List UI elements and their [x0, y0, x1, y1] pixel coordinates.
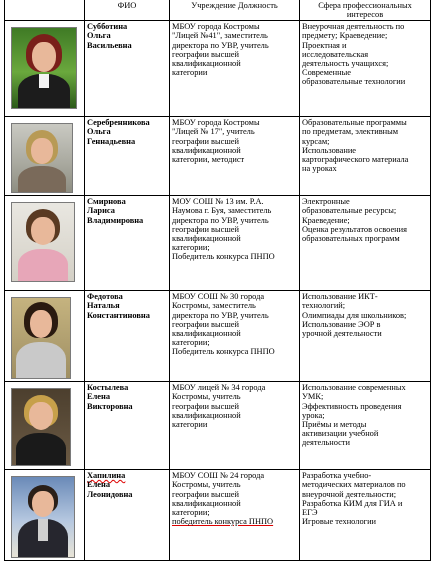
name-cell: Федотова Наталья Константиновна	[85, 291, 170, 382]
portrait-photo	[11, 27, 77, 109]
portrait-photo	[11, 297, 71, 379]
institution-cell: МБОУ СОШ № 30 города Костромы, заместитель директора по УВР, учитель географии высшей квалификационной категории; Победитель конкурса ПНПО	[170, 291, 300, 382]
header-interests: Сфера профессиональных интересов	[300, 0, 431, 21]
interests-cell: Разработка учебно- методических материалов по внеурочной деятельности; Разработка КИМ для ГИА и ЕГЭ Игровые технологии	[300, 470, 431, 561]
header-photo	[5, 0, 85, 21]
header-name: ФИО	[85, 0, 170, 21]
portrait-photo	[11, 476, 75, 558]
photo-cell	[5, 291, 85, 382]
name-cell: Серебренникова Ольга Геннадьевна	[85, 117, 170, 196]
photo-cell	[5, 196, 85, 291]
table-row	[5, 470, 431, 561]
interests-cell: Использование современных УМК; Эффективность проведения урока; Приёмы и методы активизации учебной деятельности	[300, 382, 431, 470]
table-row	[5, 291, 431, 382]
table-row	[5, 196, 431, 291]
portrait-photo	[11, 388, 71, 466]
staff-table	[4, 0, 431, 561]
interests-cell: Образовательные программы по предметам, элективным курсам; Использование картографического материала на уроках	[300, 117, 431, 196]
institution-cell: МБОУ лицей № 34 города Костромы, учитель географии высшей квалификационной категории	[170, 382, 300, 470]
photo-cell	[5, 470, 85, 561]
table-row	[5, 21, 431, 117]
table-row	[5, 117, 431, 196]
interests-cell: Использование ИКТ- технологий; Олимпиады для школьников; Использование ЭОР в урочной деятельности	[300, 291, 431, 382]
portrait-photo	[11, 123, 73, 193]
institution-cell: МБОУ города Костромы "Лицей № 17", учитель географии высшей квалификационной категории, методист	[170, 117, 300, 196]
institution-cell: МБОУ СОШ № 24 города Костромы, учитель географии высшей квалификационной категории; победитель конкурса ПНПО	[170, 470, 300, 561]
interests-cell: Внеурочная деятельность по предмету; Краеведение; Проектная и исследовательская деятельность учащихся; Современные образовательные технологии	[300, 21, 431, 117]
name-cell: Костылева Елена Викторовна	[85, 382, 170, 470]
institution-cell: МОУ СОШ № 13 им. Р.А. Наумова г. Буя, заместитель директора по УВР, учитель географии высшей квалификационной категории; Победитель конкурса ПНПО	[170, 196, 300, 291]
interests-cell: Электронные образовательные ресурсы; Краеведение; Оценка результатов освоения образовательных программ	[300, 196, 431, 291]
photo-cell	[5, 21, 85, 117]
institution-cell: МБОУ города Костромы "Лицей №41", заместитель директора по УВР, учитель географии высшей квалификационной категории	[170, 21, 300, 117]
name-cell: Субботина Ольга Васильевна	[85, 21, 170, 117]
portrait-photo	[11, 202, 75, 282]
name-cell: Хапилина Елена Леонидовна	[85, 470, 170, 561]
photo-cell	[5, 382, 85, 470]
photo-cell	[5, 117, 85, 196]
name-cell: Смирнова Лариса Владимировна	[85, 196, 170, 291]
table-row	[5, 382, 431, 470]
header-institution: Учреждение Должность	[170, 0, 300, 21]
header-row	[5, 0, 431, 21]
